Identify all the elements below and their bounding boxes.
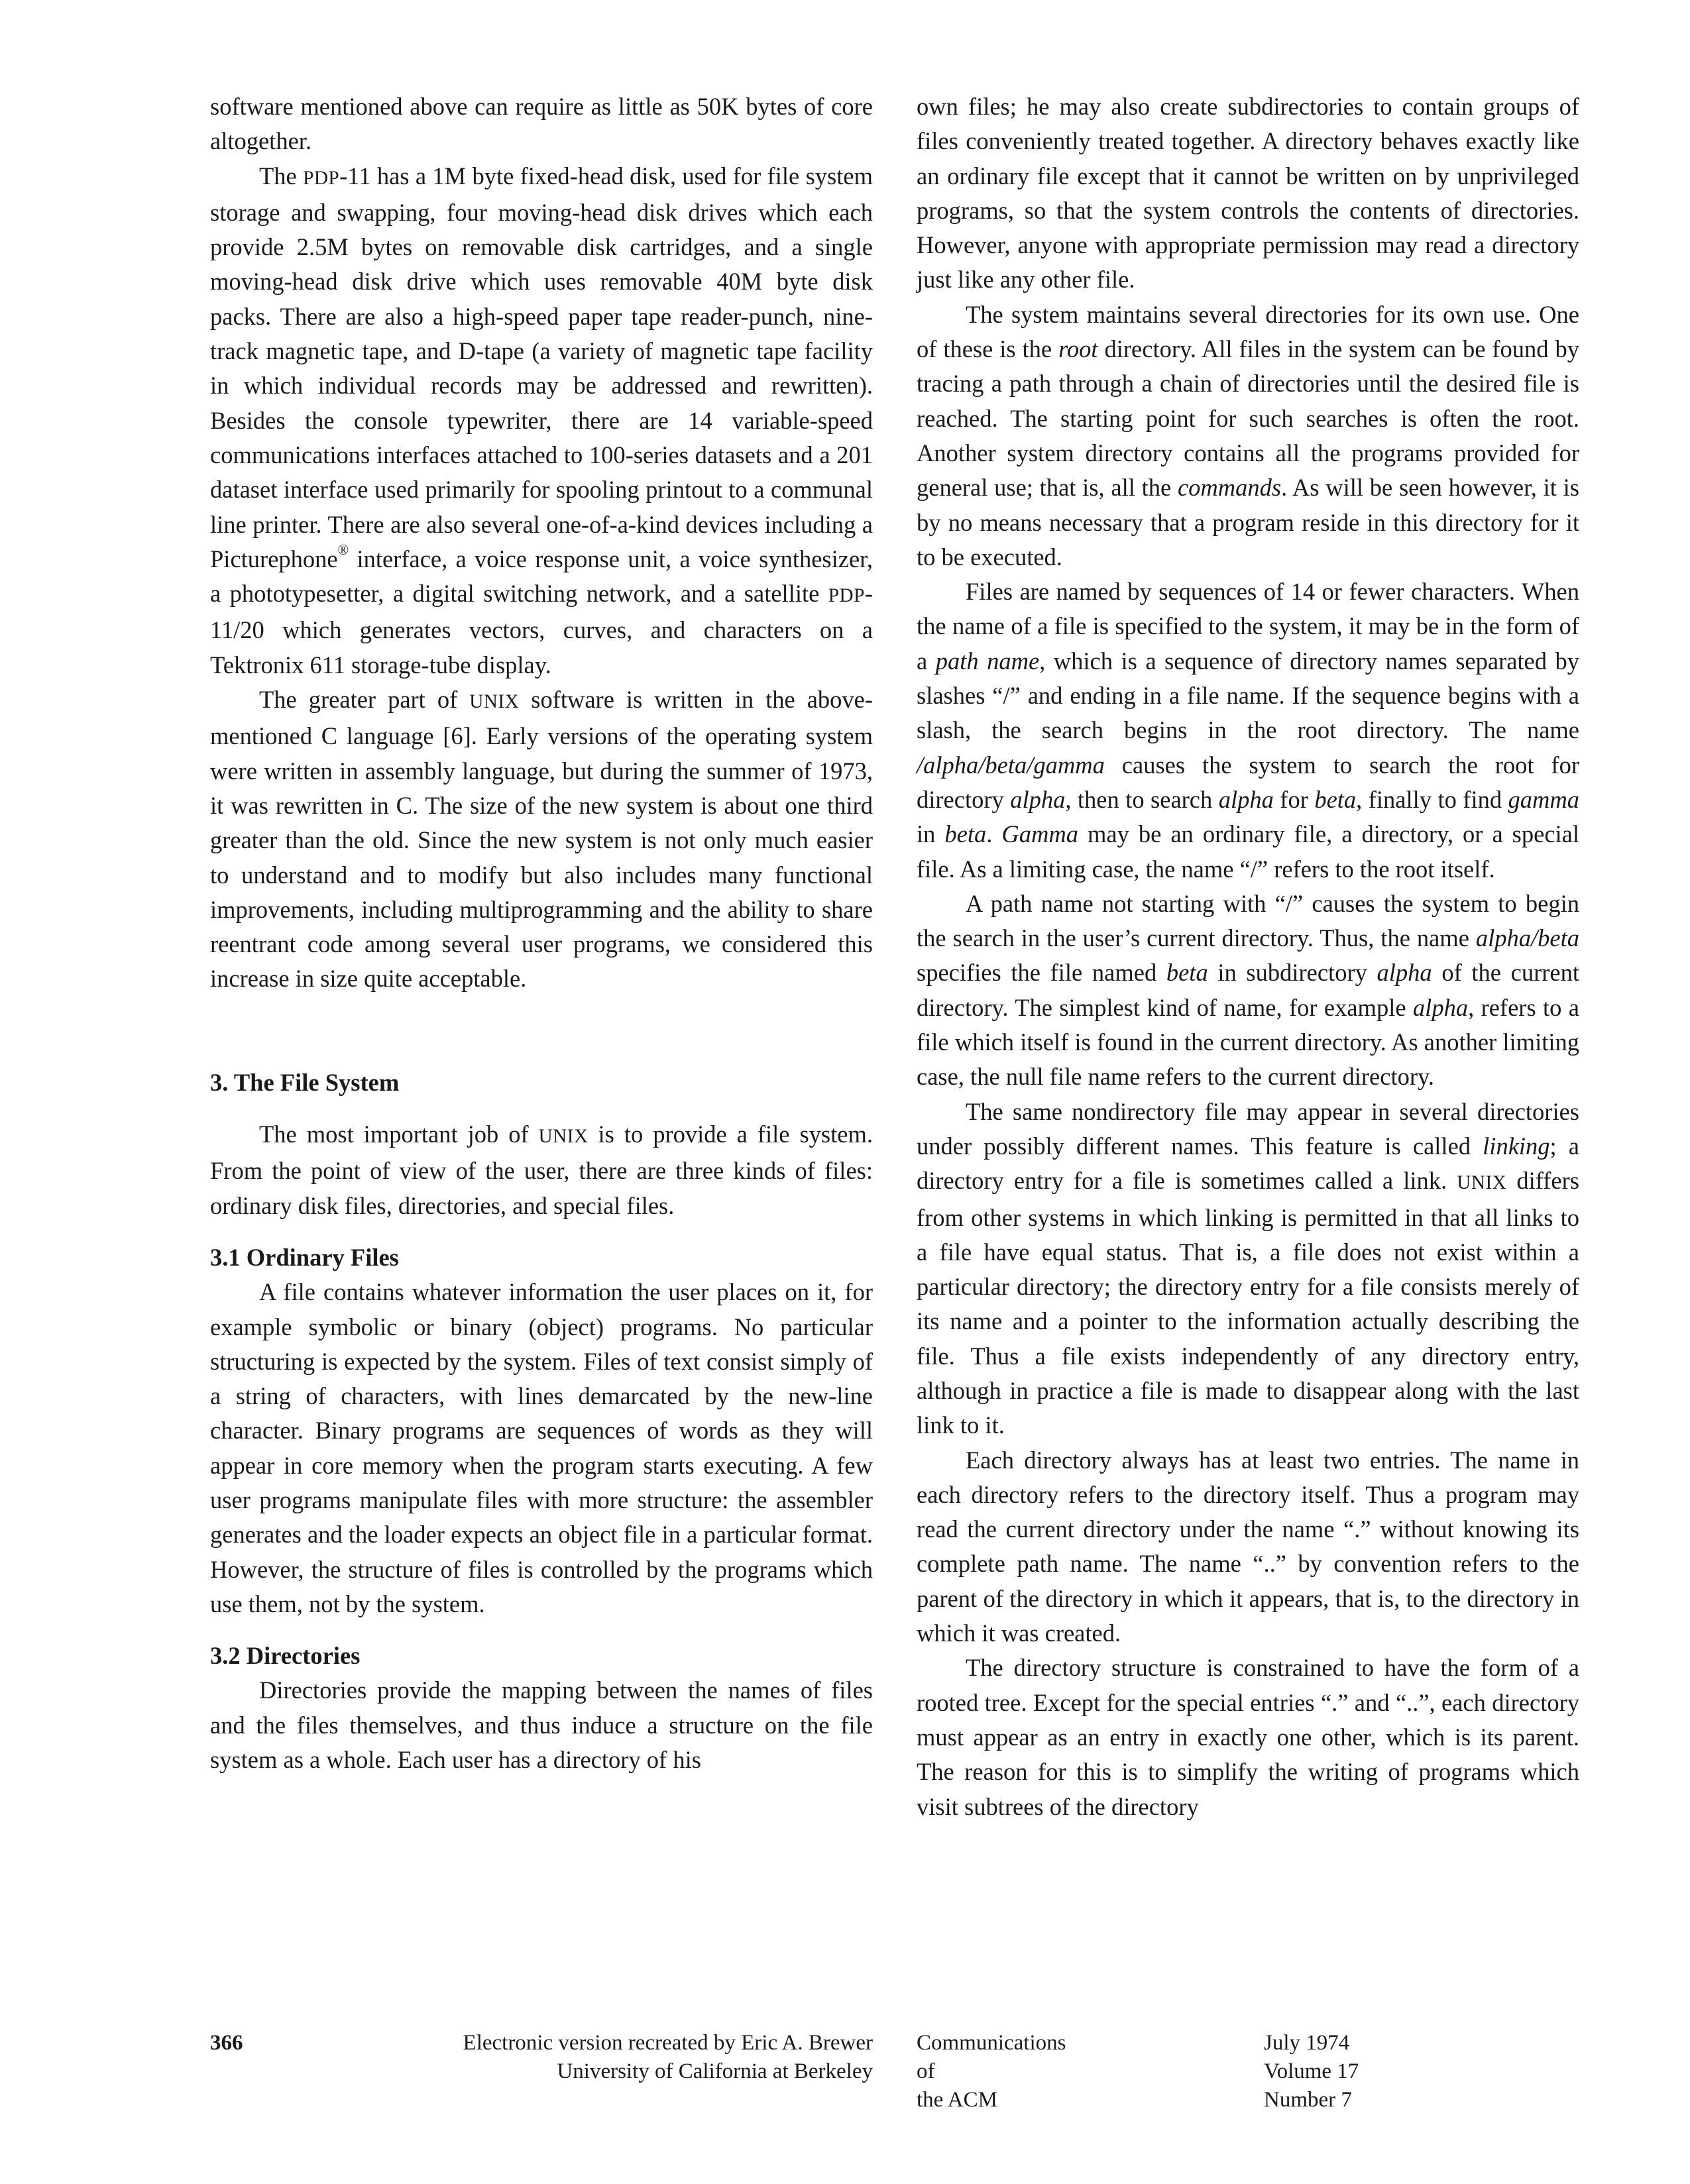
italic-term: root xyxy=(1058,335,1098,363)
text-run: software is written in the above-mentioned C language [6]. Early versions of the operating system were written in assembly language, but during the summer of 1973, it was rewritten in C. The size of the new system is about one third greater than the old. Since the new system is not only much easier to understand and to modify but also includes many functional improvements, including multiprogramming and the ability to share reentrant code among several user programs, we considered this increase in size quite acceptable. xyxy=(210,686,873,993)
text-run: interface, a voice response unit, a voice synthesizer, a phototypesetter, a digital switching network, and a satellite xyxy=(210,545,873,608)
page-number-text: 366 xyxy=(210,2031,243,2055)
text-run: The system maintains several directories for its own use. One of these is the xyxy=(917,300,1579,363)
text-run: ; a directory entry for a file is sometimes called a link. xyxy=(917,1132,1579,1195)
small-caps-unix: UNIX xyxy=(1457,1172,1507,1194)
footer-issue xyxy=(1264,2029,1359,2114)
italic-term: beta xyxy=(1166,959,1208,987)
text-run: may be an ordinary file, a directory, or a special file. As a limiting case, the name “/” refers to the root itself. xyxy=(917,820,1580,883)
italic-term: alpha xyxy=(1412,993,1469,1021)
section-heading-file-system: 3. The File System xyxy=(210,1068,400,1096)
italic-term: beta xyxy=(944,820,987,848)
italic-term: alpha xyxy=(1218,785,1274,813)
text-run: is to provide a file system. From the point of view of the user, there are three kinds of files: ordinary disk files, directories, and special files. xyxy=(210,1120,873,1219)
italic-term: path name xyxy=(935,647,1040,675)
italic-term: linking xyxy=(1483,1132,1550,1160)
paragraph-unix-software xyxy=(210,682,873,997)
text-run: of the current directory. The simplest kind of name, for example xyxy=(917,959,1579,1021)
small-caps-unix: UNIX xyxy=(538,1126,589,1148)
paragraph-linking xyxy=(917,1095,1579,1443)
text-run: -11 has a 1M byte fixed-head disk, used for file system storage and swapping, four moving-head disk drives which each provide 2.5M bytes on removable disk cartridges, and a single moving-head disk drive which uses removable 40M byte disk packs. There are also a high-speed paper tape reader-punch, nine-track magnetic tape, and D-tape (a variety of magnetic tape facility in which individual records may be addressed and rewritten). Besides the console typewriter, there are 14 variable-speed communications interfaces attached to 100-series datasets and a 201 dataset interface used primarily for spooling printout to a communal line printer. There are also several one-of-a-kind devices including a Picturephone xyxy=(210,162,873,573)
text-run: The greater part of xyxy=(259,686,470,714)
paragraph-relative-paths xyxy=(917,887,1579,1095)
issue-line: July 1974 xyxy=(1264,2031,1350,2055)
small-caps-unix: UNIX xyxy=(469,691,520,713)
credit-line: University of California at Berkeley xyxy=(557,2059,873,2083)
text-run: in subdirectory xyxy=(1208,959,1377,987)
section-heading-directories: 3.2 Directories xyxy=(210,1642,361,1670)
footer-credit xyxy=(371,2029,873,2086)
issue-line: Number 7 xyxy=(1264,2088,1352,2112)
text-run: . xyxy=(986,820,1002,848)
paragraph-directory-entries: Each directory always has at least two entries. The name in each directory refers to the directory itself. Thus a program may read the current directory under the name “.” without knowing its complete path name. The name “..” by convention refers to the parent of the directory in which it appears, that is, to the directory in which it was created. xyxy=(917,1446,1579,1647)
italic-term: commands xyxy=(1177,474,1282,502)
text-run: in xyxy=(917,820,945,848)
paragraph-ordinary-files: A file contains whatever information the user places on it, for example symbolic or binary (object) programs. No particular structuring is expected by the system. Files of text consist simply of a string of characters, with lines demarcated by the new-line character. Binary programs are sequences of words as they will appear in core memory when the program starts executing. A few user programs manipulate files with more structure: the assembler generates and the loader expects an object file in a particular format. However, the structure of files is controlled by the programs which use them, not by the system. xyxy=(210,1278,873,1617)
text-run: , which is a sequence of directory names separated by slashes “/” and ending in a file name. If the sequence begins with a slash, the search begins in the root directory. The name xyxy=(917,647,1579,744)
text-run: Files are named by sequences of 14 or fewer characters. When the name of a file is specified to the system, it may be in the form of a xyxy=(917,578,1579,675)
footer-journal xyxy=(917,2029,1066,2114)
paragraph-path-names xyxy=(917,574,1579,887)
issue-line: Volume 17 xyxy=(1264,2059,1359,2083)
italic-term: alpha/beta xyxy=(1475,924,1579,952)
small-caps-pdp: PDP xyxy=(828,585,865,607)
paragraph-intro: software mentioned above can require as little as 50K bytes of core altogether. xyxy=(210,93,873,155)
section-heading-ordinary-files: 3.1 Ordinary Files xyxy=(210,1243,399,1271)
italic-term: alpha xyxy=(1377,959,1432,987)
journal-line: of xyxy=(917,2059,935,2083)
paragraph-rooted-tree: The directory structure is constrained to have the form of a rooted tree. Except for the special entries “.” and “..”, each directory must appear as an entry in exactly one other, which is its parent. The reason for this is to simplify the writing of programs which visit subtrees of the directory xyxy=(917,1654,1579,1820)
paragraph-pdp11-hardware xyxy=(210,159,873,682)
journal-line: Communications xyxy=(917,2031,1066,2055)
text-run: A path name not starting with “/” causes the system to begin the search in the user’s current directory. Thus, the name xyxy=(917,889,1579,952)
text-run: -11/20 which generates vectors, curves, and characters on a Tektronix 611 storage-tube display. xyxy=(210,580,873,679)
small-caps-pdp: PDP xyxy=(303,167,340,189)
text-run: directory. All files in the system can be found by tracing a path through a chain of directories until the desired file is reached. The starting point for such searches is often the root. Another system directory contains all the programs provided for general use; that is, all the xyxy=(917,335,1579,502)
credit-line: Electronic version recreated by Eric A. Brewer xyxy=(463,2031,873,2055)
paragraph-root-directory xyxy=(917,298,1579,574)
italic-term: beta xyxy=(1314,785,1357,813)
text-run: causes the system to search the root for directory xyxy=(917,751,1579,813)
text-run: The xyxy=(259,162,304,190)
paragraph-directories-start: Directories provide the mapping between the names of files and the files themselves, and thus induce a structure on the file system as a whole. Each user has a directory of his xyxy=(210,1676,873,1774)
left-column xyxy=(210,89,873,1777)
text-run: , then to search xyxy=(1065,785,1219,813)
paragraph-file-system xyxy=(210,1117,873,1223)
page-number xyxy=(210,2029,243,2057)
text-run: . As will be seen however, it is by no means necessary that a program reside in this directory for it to be executed. xyxy=(917,474,1580,571)
text-run: The most important job of xyxy=(259,1120,539,1148)
italic-term: Gamma xyxy=(1001,820,1078,848)
registered-mark: ® xyxy=(337,541,349,558)
text-run: for xyxy=(1273,785,1315,813)
italic-term: gamma xyxy=(1508,785,1579,813)
text-run: differs from other systems in which linking is permitted in that all links to a file have equal status. That is, a file does not exist within a particular directory; the directory entry for a file consists merely of its name and a pointer to the information actually describing the file. Thus a file exists independently of any directory entry, although in practice a file is made to disappear along with the last link to it. xyxy=(917,1167,1579,1439)
journal-line: the ACM xyxy=(917,2088,997,2112)
text-run: The same nondirectory file may appear in several directories under possibly different names. This feature is called xyxy=(917,1097,1579,1160)
text-run: , refers to a file which itself is found in the current directory. As another limiting case, the null file name refers to the current directory. xyxy=(917,993,1579,1091)
paragraph-directories-continued: own files; he may also create subdirectories to contain groups of files conveniently treated together. A directory behaves exactly like an ordinary file except that it cannot be written on by unprivileged programs, so that the system controls the contents of directories. However, anyone with appropriate permission may read a directory just like any other file. xyxy=(917,93,1579,294)
text-run: , finally to find xyxy=(1356,785,1508,813)
italic-term: alpha xyxy=(1010,785,1066,813)
text-run: specifies the file named xyxy=(917,959,1166,987)
italic-term: /alpha/beta/gamma xyxy=(917,751,1105,779)
right-column xyxy=(917,89,1579,1824)
